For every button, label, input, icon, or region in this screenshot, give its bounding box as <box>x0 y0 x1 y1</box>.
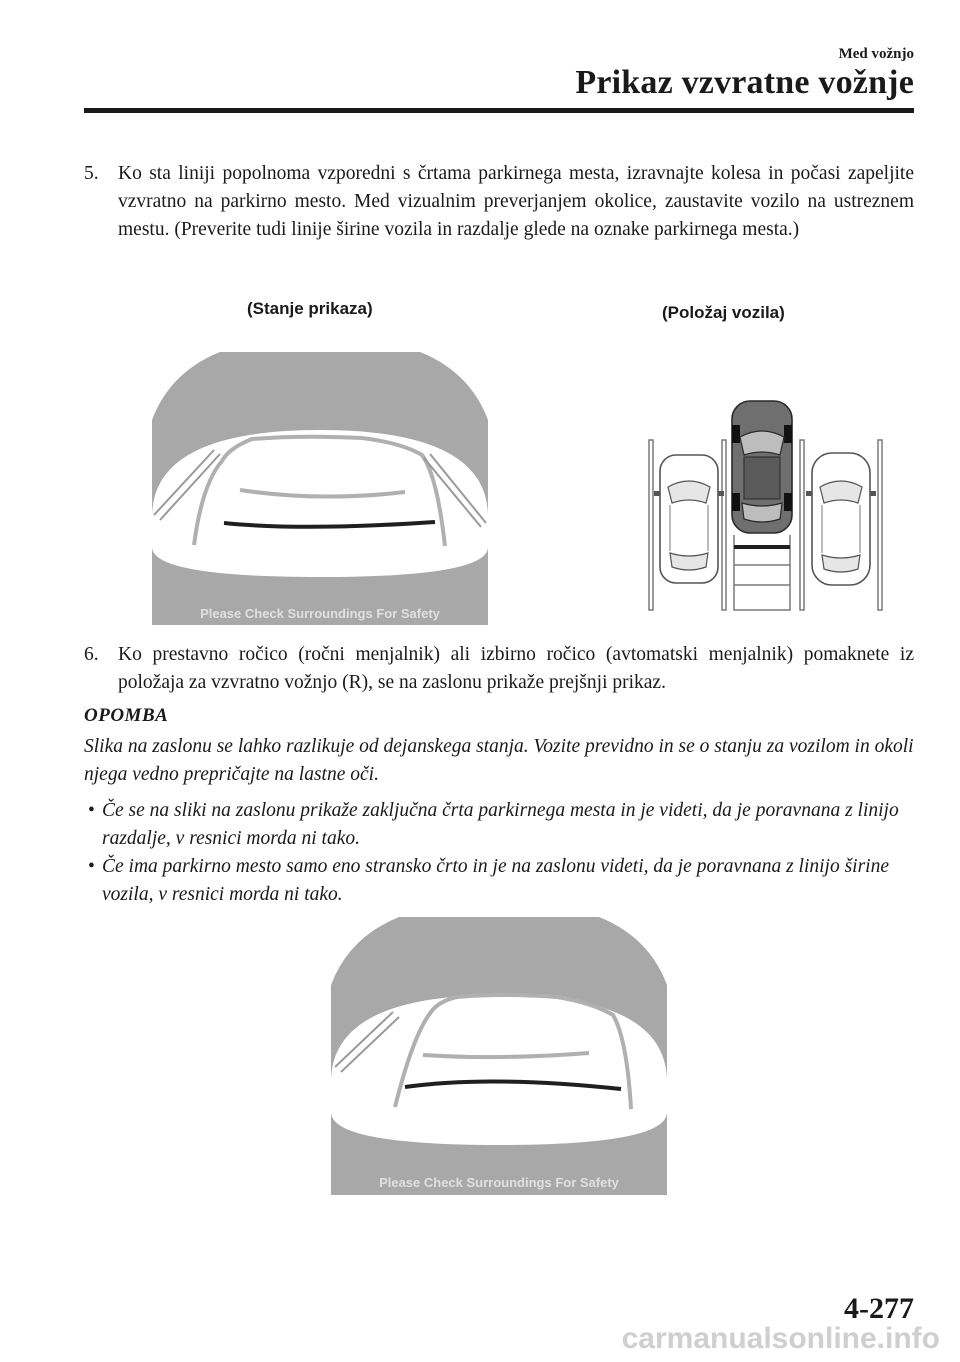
note-text: Slika na zaslonu se lahko razlikuje od dejanskega stanja. Vozite previdno in se o stanju za vozilom in okoli njega vedno prepričajte na lastne oči. <box>84 736 914 785</box>
watermark: carmanualsonline.info <box>621 1322 940 1355</box>
screen-warning-text: Please Check Surroundings For Safety <box>200 606 440 621</box>
step-text: Ko sta liniji popolnoma vzporedni s črtama parkirnega mesta, izravnajte kolesa in počasi zapeljite vzvratno na parkirno mesto. Med vizualnim preverjanjem okolice, zaustavite vozilo na ustreznem mestu. (Preverite tudi linije širine vozila in razdalje glede na oznake parkirnega mesta.) <box>118 163 914 240</box>
step-number: 5. <box>84 163 99 184</box>
step-5 <box>84 160 914 244</box>
page-title: Prikaz vzvratne vožnje <box>575 64 914 101</box>
step-6 <box>84 641 914 697</box>
bullet-text: Če se na sliki na zaslonu prikaže zaključna črta parkirnega mesta in je videti, da je poravnana z linijo razdalje, v resnici morda ni tako. <box>102 800 899 849</box>
chapter-label: Med vožnjo <box>838 46 914 62</box>
vehicle-position-diagram <box>634 395 909 617</box>
parked-car-left <box>654 455 724 583</box>
header-rule <box>84 108 914 113</box>
screen-warning-text: Please Check Surroundings For Safety <box>379 1175 619 1190</box>
caption-vehicle-position: (Položaj vozila) <box>662 303 785 322</box>
bullet-text: Če ima parkirno mesto samo eno stransko črto in je na zaslonu videti, da je poravnana z linijo širine vozila, v resnici morda ni tako. <box>102 856 889 905</box>
rear-camera-screen <box>152 352 488 625</box>
parked-car-right <box>806 453 876 585</box>
bullet-icon: • <box>88 800 95 821</box>
reversing-vehicle <box>732 401 792 533</box>
bullet-icon: • <box>88 856 95 877</box>
note-bullet <box>88 797 918 853</box>
page-number: 4-277 <box>844 1292 914 1325</box>
rear-camera-screen-2 <box>331 917 667 1195</box>
note-heading: OPOMBA <box>84 705 169 726</box>
caption-display-state: (Stanje prikaza) <box>247 299 373 318</box>
step-number: 6. <box>84 644 99 665</box>
step-text: Ko prestavno ročico (ročni menjalnik) ali izbirno ročico (avtomatski menjalnik) pomaknete iz položaja za vzvratno vožnjo (R), se na zaslonu prikaže prejšnji prikaz. <box>118 644 914 693</box>
note-bullet <box>88 853 918 909</box>
